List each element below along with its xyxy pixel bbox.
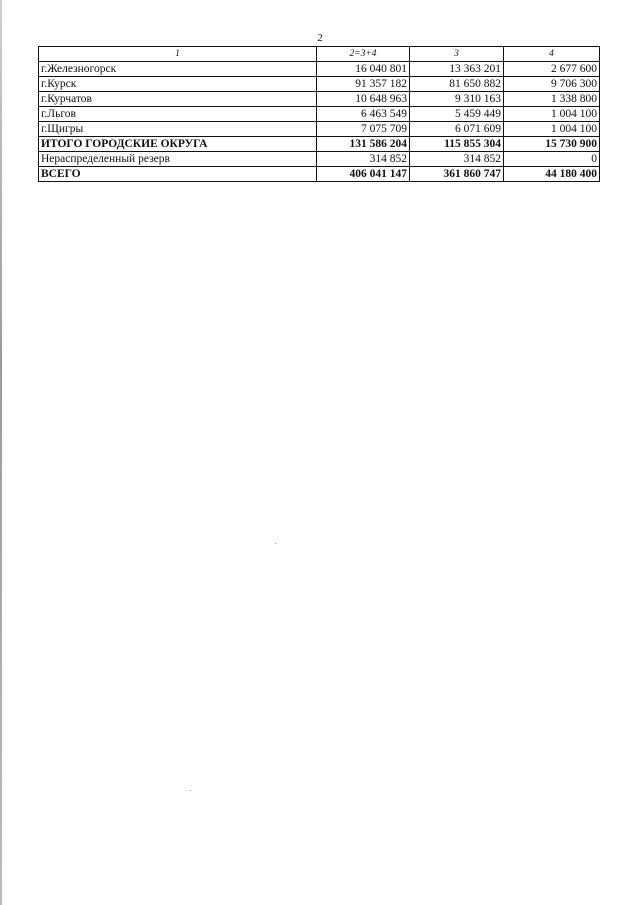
table-row <box>39 77 600 92</box>
table-row <box>39 107 600 122</box>
row-total: 131 586 204 <box>317 137 410 152</box>
row-name: г.Курчатов <box>39 92 317 107</box>
row-name: г.Железногорск <box>39 62 317 77</box>
row-name: г.Щигры <box>39 122 317 137</box>
header-cell-4: 4 <box>504 47 600 62</box>
page-number: 2 <box>317 32 323 44</box>
header-cell-3: 3 <box>410 47 504 62</box>
row-col4: 1 338 800 <box>504 92 600 107</box>
row-name: г.Льгов <box>39 107 317 122</box>
row-total: 10 648 963 <box>317 92 410 107</box>
row-name: г.Курск <box>39 77 317 92</box>
header-cell-1: 1 <box>39 47 317 62</box>
row-col4: 15 730 900 <box>504 137 600 152</box>
row-col4: 0 <box>504 152 600 167</box>
row-col3: 314 852 <box>410 152 504 167</box>
table-row <box>39 62 600 77</box>
scan-speck <box>190 790 191 791</box>
budget-table <box>38 46 600 182</box>
row-name: ВСЕГО <box>39 167 317 182</box>
table-header-row <box>39 47 600 62</box>
row-col4: 9 706 300 <box>504 77 600 92</box>
row-col3: 115 855 304 <box>410 137 504 152</box>
row-col3: 361 860 747 <box>410 167 504 182</box>
row-col4: 2 677 600 <box>504 62 600 77</box>
row-total: 91 357 182 <box>317 77 410 92</box>
row-col3: 13 363 201 <box>410 62 504 77</box>
header-cell-2: 2=3+4 <box>317 47 410 62</box>
table-row <box>39 137 600 152</box>
row-col3: 5 459 449 <box>410 107 504 122</box>
scan-edge <box>0 0 2 905</box>
table-row <box>39 152 600 167</box>
row-col4: 44 180 400 <box>504 167 600 182</box>
row-col3: 6 071 609 <box>410 122 504 137</box>
row-total: 6 463 549 <box>317 107 410 122</box>
row-total: 314 852 <box>317 152 410 167</box>
row-col3: 81 650 882 <box>410 77 504 92</box>
table-row <box>39 122 600 137</box>
scan-speck <box>275 543 276 544</box>
row-col4: 1 004 100 <box>504 107 600 122</box>
row-total: 406 041 147 <box>317 167 410 182</box>
table-row <box>39 92 600 107</box>
row-name: Нераспределенный резерв <box>39 152 317 167</box>
row-col3: 9 310 163 <box>410 92 504 107</box>
row-total: 16 040 801 <box>317 62 410 77</box>
row-col4: 1 004 100 <box>504 122 600 137</box>
table-row <box>39 167 600 182</box>
row-total: 7 075 709 <box>317 122 410 137</box>
row-name: ИТОГО ГОРОДСКИЕ ОКРУГА <box>39 137 317 152</box>
